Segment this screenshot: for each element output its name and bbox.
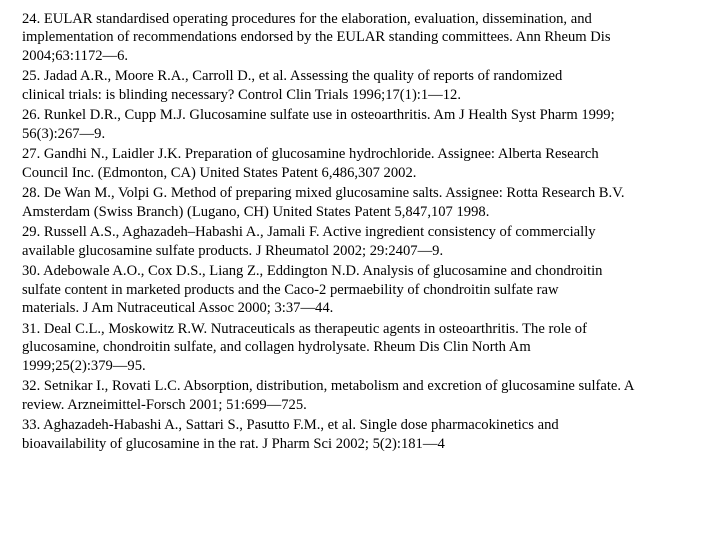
reference-line: 27. Gandhi N., Laidler J.K. Preparation of glucosamine hydrochloride. Assignee: Alberta Research [22, 146, 599, 163]
reference-line: 26. Runkel D.R., Cupp M.J. Glucosamine sulfate use in osteoarthritis. Am J Health Syst Pharm 1999; [22, 107, 615, 124]
reference-line: sulfate content in marketed products and the Caco-2 permaebility of chondroitin sulfate raw [22, 281, 559, 298]
reference-27 [22, 145, 702, 182]
reference-30 [22, 262, 702, 317]
reference-line: review. Arzneimittel-Forsch 2001; 51:699—725. [22, 396, 307, 413]
reference-list [22, 10, 702, 455]
reference-line: 24. EULAR standardised operating procedures for the elaboration, evaluation, dissemination, and [22, 11, 592, 27]
reference-28 [22, 184, 702, 221]
reference-32 [22, 377, 702, 414]
reference-line: 25. Jadad A.R., Moore R.A., Carroll D., et al. Assessing the quality of reports of randomized [22, 68, 563, 85]
reference-line: 2004;63:1172—6. [22, 47, 129, 64]
reference-31 [22, 320, 702, 375]
reference-line: glucosamine, chondroitin sulfate, and collagen hydrolysate. Rheum Dis Clin North Am [22, 339, 531, 356]
reference-line: 56(3):267—9. [22, 125, 106, 142]
reference-line: available glucosamine sulfate products. J Rheumatol 2002; 29:2407—9. [22, 242, 444, 259]
reference-line: 31. Deal C.L., Moskowitz R.W. Nutraceuticals as therapeutic agents in osteoarthritis. The role of [22, 320, 587, 337]
reference-line: 30. Adebowale A.O., Cox D.S., Liang Z., Eddington N.D. Analysis of glucosamine and chondroitin [22, 263, 603, 280]
reference-24 [22, 10, 702, 65]
reference-line: implementation of recommendations endorsed by the EULAR standing committees. Ann Rheum Dis [22, 29, 611, 46]
reference-line: 32. Setnikar I., Rovati L.C. Absorption, distribution, metabolism and excretion of glucosamine sulfate. A [22, 378, 635, 395]
reference-33 [22, 416, 702, 453]
reference-line: 29. Russell A.S., Aghazadeh–Habashi A., Jamali F. Active ingredient consistency of commercially [22, 224, 596, 241]
reference-25 [22, 67, 702, 104]
reference-line: 28. De Wan M., Volpi G. Method of preparing mixed glucosamine salts. Assignee: Rotta Research B.V. [22, 185, 625, 202]
reference-line: 1999;25(2):379—95. [22, 357, 146, 374]
reference-line: 33. Aghazadeh-Habashi A., Sattari S., Pasutto F.M., et al. Single dose pharmacokinetics and [22, 417, 559, 434]
reference-line: bioavailability of glucosamine in the rat. J Pharm Sci 2002; 5(2):181—4 [22, 435, 445, 452]
reference-29 [22, 223, 702, 260]
reference-line: clinical trials: is blinding necessary? Control Clin Trials 1996;17(1):1—12. [22, 86, 461, 103]
reference-line: Council Inc. (Edmonton, CA) United States Patent 6,486,307 2002. [22, 164, 417, 181]
reference-26 [22, 106, 702, 143]
reference-line: Amsterdam (Swiss Branch) (Lugano, CH) United States Patent 5,847,107 1998. [22, 203, 490, 220]
reference-line: materials. J Am Nutraceutical Assoc 2000; 3:37—44. [22, 300, 334, 317]
